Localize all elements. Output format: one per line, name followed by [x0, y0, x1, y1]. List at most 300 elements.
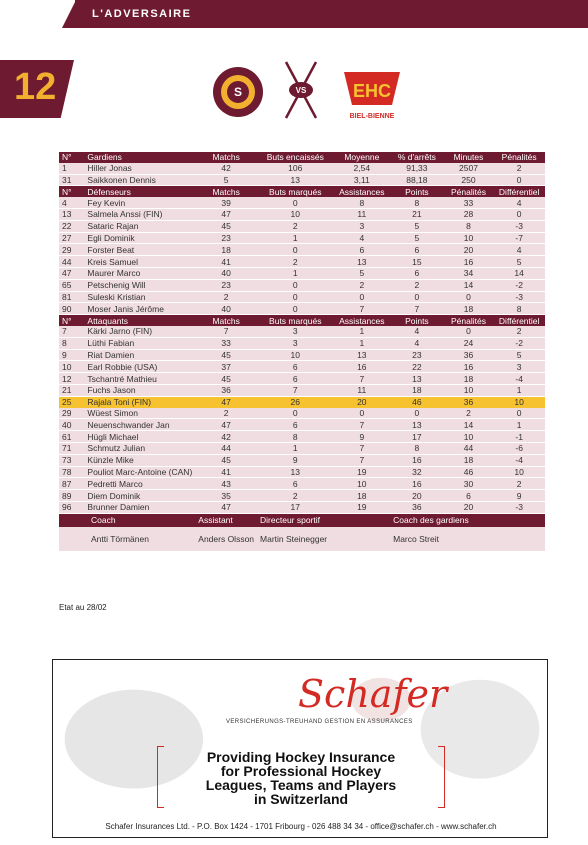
table-cell: 89	[59, 490, 84, 502]
table-cell: Moser Janis Jérôme	[84, 303, 195, 315]
table-cell: 10	[444, 431, 494, 443]
table-cell: 1	[493, 419, 545, 431]
table-cell: 39	[195, 197, 257, 208]
table-cell: -4	[493, 454, 545, 466]
ad-line-2: for Professional Hockey	[220, 763, 382, 779]
table-cell: Egli Dominik	[84, 232, 195, 244]
table-cell: 36	[444, 396, 494, 407]
table-cell: Sataric Rajan	[84, 220, 195, 232]
top-banner	[0, 0, 588, 28]
table-cell: 14	[493, 267, 545, 279]
table-cell: 17	[257, 501, 333, 513]
table-cell: 47	[59, 267, 84, 279]
svg-text:VS: VS	[295, 86, 307, 95]
defender-row	[59, 208, 545, 220]
table-cell: -3	[493, 291, 545, 303]
matchup-logos	[212, 60, 412, 130]
attacker-row	[59, 326, 545, 337]
table-cell: 16	[390, 454, 444, 466]
table-cell: 0	[493, 408, 545, 419]
table-cell: 0	[257, 244, 333, 256]
table-cell: 16	[444, 256, 494, 268]
staff-cell: Assistant	[195, 513, 257, 527]
table-cell: 32	[390, 466, 444, 478]
table-cell: 33	[195, 337, 257, 349]
table-cell: -6	[493, 442, 545, 454]
table-cell: 20	[390, 490, 444, 502]
staff-header-row	[59, 513, 545, 527]
attackers-header-row	[59, 315, 545, 326]
table-cell: 33	[444, 197, 494, 208]
table-cell: 13	[390, 373, 444, 385]
staff-cell: Martin Steinegger	[257, 527, 390, 551]
table-cell: 8	[59, 337, 84, 349]
table-cell: Différentiel	[493, 315, 545, 326]
svg-text:EHC: EHC	[352, 81, 392, 101]
page-number: 12	[14, 66, 57, 108]
table-cell: 10	[257, 349, 333, 361]
status-date-note: Etat au 28/02	[59, 603, 107, 612]
table-cell: 8	[444, 220, 494, 232]
defender-row	[59, 267, 545, 279]
table-cell: 61	[59, 431, 84, 443]
table-cell: 28	[444, 208, 494, 220]
table-cell: 87	[59, 478, 84, 490]
table-cell: 4	[334, 232, 391, 244]
table-cell: 23	[195, 279, 257, 291]
table-cell: Hiller Jonas	[84, 163, 195, 174]
table-cell: 17	[390, 431, 444, 443]
table-cell: 3	[334, 220, 391, 232]
table-cell: 7	[334, 454, 391, 466]
attacker-row	[59, 408, 545, 419]
table-cell: 24	[444, 337, 494, 349]
table-cell: Gardiens	[84, 152, 195, 163]
schafer-advertisement[interactable]	[52, 659, 548, 838]
table-cell: 5	[390, 232, 444, 244]
table-cell: 0	[257, 303, 333, 315]
defender-row	[59, 256, 545, 268]
attacker-row	[59, 384, 545, 396]
table-cell: 10	[59, 361, 84, 373]
ehc-biel-logo	[344, 72, 400, 120]
table-cell: Matchs	[195, 315, 257, 326]
table-cell: 65	[59, 279, 84, 291]
ad-line-1: Providing Hockey Insurance	[206, 749, 396, 765]
ad-line-4: in Switzerland	[253, 791, 349, 807]
table-cell: -2	[493, 337, 545, 349]
table-cell: Lüthi Fabian	[84, 337, 195, 349]
table-cell: 1	[493, 384, 545, 396]
table-cell: Pénalités	[444, 186, 494, 197]
table-cell: 7	[334, 442, 391, 454]
attacker-row	[59, 501, 545, 513]
table-cell: 0	[257, 291, 333, 303]
table-cell: Attaquants	[84, 315, 195, 326]
defender-row	[59, 303, 545, 315]
table-cell: 7	[334, 419, 391, 431]
table-cell: 47	[195, 208, 257, 220]
table-cell: 43	[195, 478, 257, 490]
table-cell: Différentiel	[493, 186, 545, 197]
table-cell: 2	[493, 478, 545, 490]
table-cell: 10	[257, 208, 333, 220]
table-cell: 20	[444, 501, 494, 513]
attacker-row	[59, 466, 545, 478]
table-cell: 250	[444, 174, 494, 186]
table-cell: 6	[257, 419, 333, 431]
table-cell: 16	[334, 361, 391, 373]
staff-values-row	[59, 527, 545, 551]
staff-cell: Marco Streit	[390, 527, 545, 551]
table-cell: 20	[444, 244, 494, 256]
table-cell: 10	[444, 384, 494, 396]
table-cell: Maurer Marco	[84, 267, 195, 279]
table-cell: 3	[257, 326, 333, 337]
table-cell: 26	[257, 396, 333, 407]
table-cell: 22	[59, 220, 84, 232]
table-cell: 8	[334, 197, 391, 208]
table-cell: 22	[390, 361, 444, 373]
table-cell: 6	[257, 361, 333, 373]
defender-row	[59, 291, 545, 303]
table-cell: 9	[257, 454, 333, 466]
table-cell: 106	[257, 163, 333, 174]
table-cell: 0	[257, 279, 333, 291]
defender-row	[59, 279, 545, 291]
table-cell: 36	[444, 349, 494, 361]
table-cell: Forster Beat	[84, 244, 195, 256]
table-cell: 7	[390, 303, 444, 315]
table-cell: 7	[334, 303, 391, 315]
table-cell: 47	[195, 419, 257, 431]
ad-line-3: Leagues, Teams and Players	[205, 777, 397, 793]
table-cell: 11	[334, 384, 391, 396]
attacker-row	[59, 431, 545, 443]
table-cell: 29	[59, 244, 84, 256]
table-cell: 2	[493, 163, 545, 174]
table-cell: 44	[444, 442, 494, 454]
goalies-header-row	[59, 152, 545, 163]
table-cell: 78	[59, 466, 84, 478]
table-cell: 1	[257, 442, 333, 454]
table-cell: 42	[195, 163, 257, 174]
table-cell: 81	[59, 291, 84, 303]
table-cell: Pénalités	[493, 152, 545, 163]
table-cell: 6	[444, 490, 494, 502]
table-cell: Pénalités	[444, 315, 494, 326]
table-cell: 18	[444, 373, 494, 385]
table-cell: 3	[257, 337, 333, 349]
table-cell: 35	[195, 490, 257, 502]
table-cell: 73	[59, 454, 84, 466]
table-cell: 7	[334, 373, 391, 385]
table-cell: 40	[195, 267, 257, 279]
table-cell: 41	[195, 466, 257, 478]
staff-cell: Antti Törmänen	[59, 527, 195, 551]
defender-row	[59, 220, 545, 232]
table-cell: 5	[334, 267, 391, 279]
table-cell: 90	[59, 303, 84, 315]
table-cell: 6	[257, 478, 333, 490]
table-cell: 5	[493, 349, 545, 361]
table-cell: Kärki Jarno (FIN)	[84, 326, 195, 337]
table-cell: 0	[444, 326, 494, 337]
table-cell: 40	[59, 419, 84, 431]
table-cell: 36	[195, 384, 257, 396]
table-cell: 2	[334, 279, 391, 291]
table-cell: 16	[390, 478, 444, 490]
table-cell: 91,33	[390, 163, 444, 174]
table-cell: Rajala Toni (FIN)	[84, 396, 195, 407]
table-cell: 14	[444, 279, 494, 291]
roster-stats-table	[59, 152, 545, 551]
table-cell: -2	[493, 279, 545, 291]
table-cell: Matchs	[195, 152, 257, 163]
table-cell: 7	[59, 326, 84, 337]
table-cell: Défenseurs	[84, 186, 195, 197]
table-cell: Riat Damien	[84, 349, 195, 361]
table-cell: 0	[257, 408, 333, 419]
table-cell: 0	[334, 408, 391, 419]
table-cell: Brunner Damien	[84, 501, 195, 513]
table-cell: 2	[257, 220, 333, 232]
table-cell: 4	[493, 197, 545, 208]
table-cell: Assistances	[334, 186, 391, 197]
table-cell: 18	[390, 384, 444, 396]
table-cell: 42	[195, 431, 257, 443]
table-cell: 0	[493, 174, 545, 186]
table-cell: 1	[257, 267, 333, 279]
defender-row	[59, 197, 545, 208]
table-cell: 0	[334, 291, 391, 303]
table-cell: 5	[493, 256, 545, 268]
table-cell: 10	[334, 478, 391, 490]
attacker-row	[59, 373, 545, 385]
table-cell: 2,54	[334, 163, 391, 174]
table-cell: 30	[444, 478, 494, 490]
table-cell: 8	[257, 431, 333, 443]
defender-row	[59, 244, 545, 256]
table-cell: Schmutz Julian	[84, 442, 195, 454]
table-cell: 2	[257, 256, 333, 268]
defenders-header-row	[59, 186, 545, 197]
table-cell: -1	[493, 431, 545, 443]
table-cell: 2507	[444, 163, 494, 174]
table-cell: Salmela Anssi (FIN)	[84, 208, 195, 220]
table-cell: -7	[493, 232, 545, 244]
attacker-row	[59, 419, 545, 431]
table-cell: 41	[195, 256, 257, 268]
staff-cell: Anders Olsson	[195, 527, 257, 551]
ad-contact-footer: Schafer Insurances Ltd. - P.O. Box 1424 - 1701 Fribourg - 026 488 34 34 - office@schafer.ch - www.schafer.ch	[105, 822, 497, 831]
table-cell: 14	[444, 419, 494, 431]
table-cell: 4	[493, 244, 545, 256]
table-cell: 1	[334, 326, 391, 337]
table-cell: 46	[444, 466, 494, 478]
table-cell: Saikkonen Dennis	[84, 174, 195, 186]
table-cell: 13	[334, 256, 391, 268]
table-cell: 13	[390, 419, 444, 431]
table-cell: Points	[390, 186, 444, 197]
table-cell: 6	[257, 373, 333, 385]
attacker-row	[59, 478, 545, 490]
table-cell: 3	[493, 361, 545, 373]
table-cell: 4	[390, 326, 444, 337]
table-cell: 29	[59, 408, 84, 419]
table-cell: 2	[195, 291, 257, 303]
table-cell: 19	[334, 466, 391, 478]
table-cell: Earl Robbie (USA)	[84, 361, 195, 373]
table-cell: Diem Dominik	[84, 490, 195, 502]
table-cell: 11	[334, 208, 391, 220]
table-cell: 2	[390, 279, 444, 291]
table-cell: 31	[59, 174, 84, 186]
table-cell: Petschenig Will	[84, 279, 195, 291]
table-cell: 2	[257, 490, 333, 502]
table-cell: Pedretti Marco	[84, 478, 195, 490]
table-cell: 6	[334, 244, 391, 256]
table-cell: 21	[59, 384, 84, 396]
defender-row	[59, 232, 545, 244]
table-cell: 45	[195, 349, 257, 361]
table-cell: 23	[390, 349, 444, 361]
table-cell: 3,11	[334, 174, 391, 186]
ad-headline	[161, 750, 441, 806]
svg-text:S: S	[233, 85, 243, 99]
table-cell: 37	[195, 361, 257, 373]
table-cell: 96	[59, 501, 84, 513]
table-cell: Künzle Mike	[84, 454, 195, 466]
table-cell: 44	[59, 256, 84, 268]
table-cell: 18	[195, 244, 257, 256]
table-cell: N°	[59, 152, 84, 163]
attacker-row	[59, 490, 545, 502]
goalie-row	[59, 163, 545, 174]
table-cell: 16	[444, 361, 494, 373]
table-cell: 0	[444, 291, 494, 303]
table-cell: Buts encaissés	[257, 152, 333, 163]
table-cell: 18	[444, 303, 494, 315]
table-cell: 40	[195, 303, 257, 315]
table-cell: 45	[195, 454, 257, 466]
table-cell: 9	[59, 349, 84, 361]
table-cell: 25	[59, 396, 84, 407]
table-cell: % d'arrêts	[390, 152, 444, 163]
table-cell: 4	[390, 337, 444, 349]
table-cell: 0	[390, 291, 444, 303]
table-cell: 23	[195, 232, 257, 244]
table-cell: 21	[390, 208, 444, 220]
table-cell: Fuchs Jason	[84, 384, 195, 396]
table-cell: Kreis Samuel	[84, 256, 195, 268]
table-cell: 10	[493, 466, 545, 478]
table-cell: 15	[390, 256, 444, 268]
table-cell: 0	[257, 197, 333, 208]
table-cell: 12	[59, 373, 84, 385]
table-cell: 36	[390, 501, 444, 513]
table-cell: 19	[334, 501, 391, 513]
table-cell: Moyenne	[334, 152, 391, 163]
table-cell: 2	[493, 326, 545, 337]
table-cell: Assistances	[334, 315, 391, 326]
table-cell: 9	[334, 431, 391, 443]
table-cell: 18	[334, 490, 391, 502]
table-cell: 7	[257, 384, 333, 396]
table-cell: -3	[493, 220, 545, 232]
table-cell: Neuenschwander Jan	[84, 419, 195, 431]
banner-slant	[62, 0, 76, 28]
schafer-logo: Schafer	[298, 672, 448, 716]
table-cell: 5	[195, 174, 257, 186]
table-cell: 9	[493, 490, 545, 502]
table-cell: 1	[257, 232, 333, 244]
table-cell: Buts marqués	[257, 186, 333, 197]
table-cell: 4	[59, 197, 84, 208]
table-cell: 13	[257, 174, 333, 186]
table-cell: 27	[59, 232, 84, 244]
table-cell: 44	[195, 442, 257, 454]
table-cell: Tschantré Mathieu	[84, 373, 195, 385]
table-cell: Pouliot Marc-Antoine (CAN)	[84, 466, 195, 478]
staff-cell: Coach	[59, 513, 195, 527]
geneve-servette-logo	[213, 67, 263, 117]
table-cell: 47	[195, 501, 257, 513]
table-cell: Points	[390, 315, 444, 326]
table-cell: 34	[444, 267, 494, 279]
attacker-row	[59, 454, 545, 466]
svg-text:BIEL-BIENNE: BIEL-BIENNE	[349, 113, 395, 120]
table-cell: 2	[195, 408, 257, 419]
table-cell: 1	[334, 337, 391, 349]
table-cell: 45	[195, 373, 257, 385]
attacker-row	[59, 337, 545, 349]
table-cell: 13	[334, 349, 391, 361]
section-title: L'ADVERSAIRE	[92, 8, 192, 20]
highlighted-player-row	[59, 396, 545, 407]
table-cell: N°	[59, 315, 84, 326]
attacker-row	[59, 349, 545, 361]
table-cell: Buts marqués	[257, 315, 333, 326]
table-cell: 7	[195, 326, 257, 337]
table-cell: -4	[493, 373, 545, 385]
table-cell: Minutes	[444, 152, 494, 163]
table-cell: 13	[257, 466, 333, 478]
table-cell: 20	[334, 396, 391, 407]
attacker-row	[59, 442, 545, 454]
table-cell: Matchs	[195, 186, 257, 197]
table-cell: Suleski Kristian	[84, 291, 195, 303]
table-cell: 1	[59, 163, 84, 174]
table-cell: 13	[59, 208, 84, 220]
schafer-subtitle: VERSICHERUNGS-TREUHAND GESTION EN ASSURANCES	[226, 719, 413, 725]
table-cell: 8	[390, 442, 444, 454]
table-cell: 46	[390, 396, 444, 407]
table-cell: 45	[195, 220, 257, 232]
table-cell: 18	[444, 454, 494, 466]
table-cell: 10	[444, 232, 494, 244]
table-cell: 2	[444, 408, 494, 419]
goalie-row	[59, 174, 545, 186]
table-cell: 88,18	[390, 174, 444, 186]
table-cell: Fey Kevin	[84, 197, 195, 208]
staff-cell: Directeur sportif	[257, 513, 390, 527]
table-cell: N°	[59, 186, 84, 197]
table-cell: 0	[390, 408, 444, 419]
table-cell: 6	[390, 267, 444, 279]
table-cell: 5	[390, 220, 444, 232]
table-cell: 10	[493, 396, 545, 407]
